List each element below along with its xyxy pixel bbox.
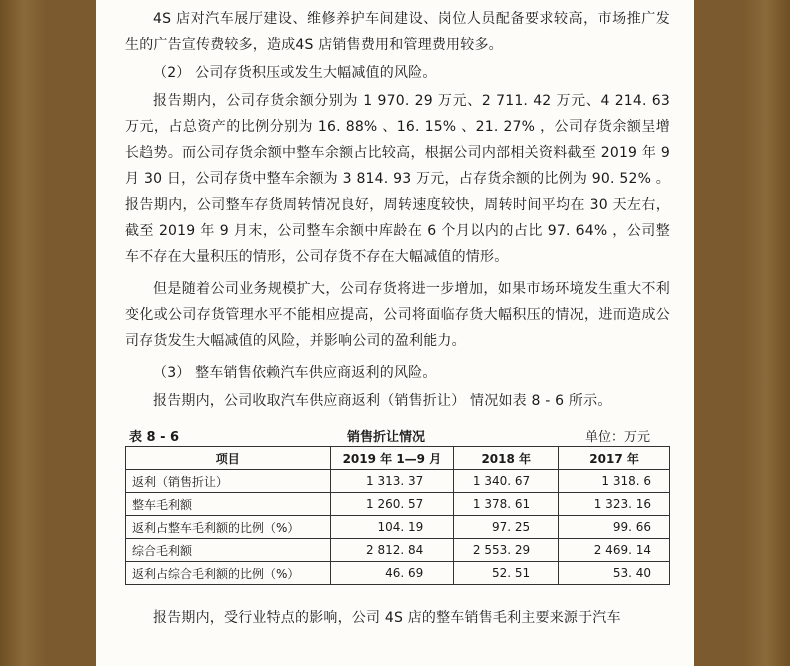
cell-2017: 1 318. 6 bbox=[559, 470, 670, 493]
heading-inventory-risk: （2） 公司存货积压或发生大幅减值的风险。 bbox=[153, 65, 437, 81]
cell-2017: 53. 40 bbox=[559, 562, 670, 585]
document-content bbox=[125, 0, 670, 631]
table-row bbox=[126, 516, 670, 539]
header-2017: 2017 年 bbox=[559, 447, 670, 470]
cell-2019: 104. 19 bbox=[330, 516, 454, 539]
cell-2019: 2 812. 84 bbox=[330, 539, 454, 562]
cell-2017: 1 323. 16 bbox=[559, 493, 670, 516]
row-label: 返利占整车毛利额的比例（%） bbox=[126, 516, 331, 539]
cell-2019: 1 313. 37 bbox=[330, 470, 454, 493]
cell-2017: 99. 66 bbox=[559, 516, 670, 539]
table-row bbox=[126, 493, 670, 516]
cell-2018: 2 553. 29 bbox=[454, 539, 559, 562]
cell-2019: 1 260. 57 bbox=[330, 493, 454, 516]
paragraph-sales-expenses: 4S 店对汽车展厅建设、维修养护车间建设、岗位人员配备要求较高，市场推广发生的广告宣传费较多，造成4S 店销售费用和管理费用较多。 bbox=[125, 11, 670, 53]
row-label: 返利（销售折让） bbox=[126, 470, 331, 493]
row-label: 整车毛利额 bbox=[126, 493, 331, 516]
table-header-row bbox=[126, 447, 670, 470]
header-2019: 2019 年 1—9 月 bbox=[330, 447, 454, 470]
cell-2018: 97. 25 bbox=[454, 516, 559, 539]
cell-2017: 2 469. 14 bbox=[559, 539, 670, 562]
header-2018: 2018 年 bbox=[454, 447, 559, 470]
document-page bbox=[96, 0, 694, 666]
table-row bbox=[126, 562, 670, 585]
cell-2018: 1 340. 67 bbox=[454, 470, 559, 493]
table-number: 表 8 - 6 bbox=[129, 430, 180, 445]
row-label: 返利占综合毛利额的比例（%） bbox=[126, 562, 331, 585]
paragraph-inventory-balance: 报告期内，公司存货余额分别为 1 970. 29 万元、2 711. 42 万元、4 214. 63 万元，占总资产的比例分别为 16. 88% 、16. 15% 、21. 27% ，公司存货余额呈增长趋势。而公司存货余额中整车余额占比较高，根据公司内部相关资料截至 2019 年 9 月 30 日，公司存货中整车余额为 3 814. 93 万元，占存货余额的比例为 90. 52% 。报告期内，公司整车存货周转情况良好，周转速度较快，周转时间平均在 30 天左右，截至 2019 年 9 月末，公司整车余额中库龄在 6 个月以内的占比 97. 64% ，公司整车不存在大量积压的情形，公司存货不存在大幅减值的情形。 bbox=[125, 93, 670, 265]
sales-rebate-table bbox=[125, 446, 670, 585]
paragraph-inventory-outlook: 但是随着公司业务规模扩大，公司存货将进一步增加，如果市场环境发生重大不利变化或公司存货管理水平不能相应提高，公司将面临存货大幅积压的情况，进而造成公司存货发生大幅减值的风险，并影响公司的盈利能力。 bbox=[125, 281, 670, 349]
paragraph-rebate-intro: 报告期内，公司收取汽车供应商返利（销售折让） 情况如表 8 - 6 所示。 bbox=[153, 393, 612, 409]
header-item: 项目 bbox=[126, 447, 331, 470]
table-title: 销售折让情况 bbox=[347, 430, 426, 445]
cell-2019: 46. 69 bbox=[330, 562, 454, 585]
table-row bbox=[126, 539, 670, 562]
table-caption bbox=[125, 424, 670, 446]
table-row bbox=[126, 470, 670, 493]
table-unit: 单位：万元 bbox=[584, 430, 650, 445]
cell-2018: 1 378. 61 bbox=[454, 493, 559, 516]
cell-2018: 52. 51 bbox=[454, 562, 559, 585]
heading-rebate-risk: （3） 整车销售依赖汽车供应商返利的风险。 bbox=[153, 365, 437, 381]
paragraph-gross-margin: 报告期内，受行业特点的影响，公司 4S 店的整车销售毛利主要来源于汽车 bbox=[153, 610, 621, 626]
row-label: 综合毛利额 bbox=[126, 539, 331, 562]
